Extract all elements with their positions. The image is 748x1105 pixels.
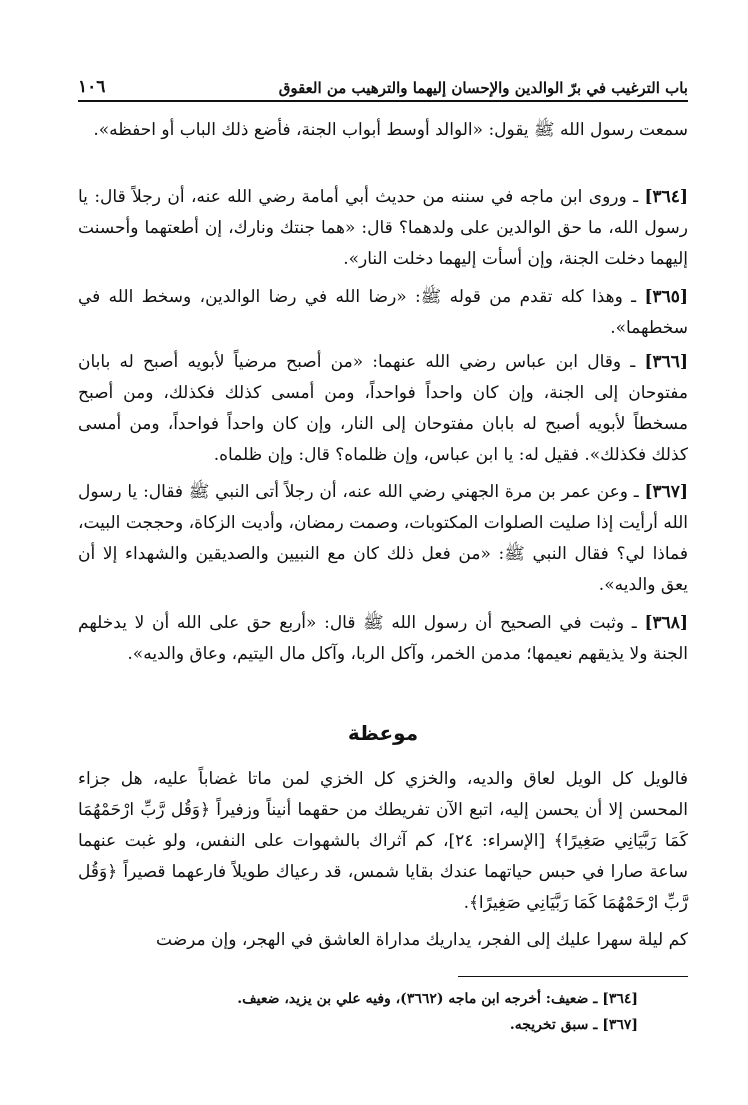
page-number: ١٠٦ [78, 77, 106, 97]
section-heading: موعظة [347, 721, 419, 745]
hadith-367 [78, 477, 688, 601]
hadith-number: [٣٦٤] [644, 187, 688, 207]
sermon-text: كم ليلة سهرا عليك إلى الفجر، يداريك مداراة العاشق في الهجر، وإن مرضت [156, 930, 688, 950]
hadith-number: [٣٦٦] [644, 352, 688, 372]
footnote-number: [٣٦٧] [602, 1017, 638, 1033]
hadith-text: ـ وثبت في الصحيح أن رسول الله ﷺ قال: «أربع حق على الله أن لا يدخلهم الجنة ولا يذيقهم نعيمها؛ مدمن الخمر، وآكل الربا، وآكل مال اليتيم، وعاق والديه». [78, 613, 688, 664]
footnote-text: ـ سبق تخريجه. [509, 1017, 603, 1033]
footnote-divider [458, 976, 688, 977]
hadith-text: ـ وقال ابن عباس رضي الله عنهما: «من أصبح مرضياً لأبويه أصبح له بابان مفتوحان إلى الجنة، وإن كان واحداً فواحداً، ومن أمسى كذلك فكذلك، ومن أصبح مسخطاً لأبويه أصبح له بابان مفتوحان إلى النار، وإن كان واحداً فواحداً، ومن أمسى كذلك فكذلك». فقيل له: يا ابن عباس، وإن ظلماه؟ قال: وإن ظلماه. [78, 352, 688, 465]
running-header [78, 72, 688, 102]
footnote-number: [٣٦٤] [602, 991, 638, 1007]
hadith-366 [78, 347, 688, 471]
paragraph-text: سمعت رسول الله ﷺ يقول: «الوالد أوسط أبواب الجنة، فأضع ذلك الباب أو احفظه». [93, 120, 688, 140]
hadith-364 [78, 182, 688, 275]
hadith-number: [٣٦٥] [644, 287, 688, 307]
sermon-paragraph [78, 764, 688, 919]
sermon-text: فالويل كل الويل لعاق والديه، والخزي كل الخزي لمن ماتا غضاباً عليه، هل جزاء المحسن إلا أن يحسن إليه، اتبع الآن تفريطك من حقهما أنيناً وزفيراً ﴿وَقُل رَّبِّ ارْحَمْهُمَا كَمَا رَبَّيَانِي صَغِيرًا﴾ [الإسراء: ٢٤]، كم آثراك بالشهوات على النفس، ولو غبت عنهما ساعة صارا في حبس حياتهما عندك بقايا شمس، قد رعياك طويلاً فارعهما قصيراً ﴿وَقُل رَّبِّ ارْحَمْهُمَا كَمَا رَبَّيَانِي صَغِيرًا﴾. [78, 769, 688, 913]
hadith-text: ـ وهذا كله تقدم من قوله ﷺ: «رضا الله في رضا الوالدين، وسخط الله في سخطهما». [78, 287, 688, 338]
hadith-368 [78, 608, 688, 670]
hadith-text: ـ وعن عمر بن مرة الجهني رضي الله عنه، أن رجلاً أتى النبي ﷺ فقال: يا رسول الله أرأيت إذا صليت الصلوات المكتوبات، وصمت رمضان، وأديت الزكاة، وحججت البيت، فماذا لي؟ فقال النبي ﷺ: «من فعل ذلك كان مع النبيين والصديقين والشهداء إلا أن يعق والديه». [78, 482, 688, 595]
chapter-title: باب الترغيب في برّ الوالدين والإحسان إليهما والترهيب من العقوق [278, 79, 688, 97]
paragraph-continuation [78, 115, 688, 146]
sermon-paragraph [78, 925, 688, 956]
footnote-367 [78, 1014, 638, 1036]
hadith-number: [٣٦٧] [644, 482, 688, 502]
footnote-364 [78, 988, 638, 1010]
hadith-number: [٣٦٨] [644, 613, 688, 633]
footnote-text: ـ ضعيف: أخرجه ابن ماجه (٣٦٦٢)، وفيه علي بن يزيد، ضعيف. [237, 991, 603, 1007]
hadith-365 [78, 282, 688, 344]
hadith-text: ـ وروى ابن ماجه في سننه من حديث أبي أمامة رضي الله عنه، أن رجلاً قال: يا رسول الله، ما حق الوالدين على ولدهما؟ قال: «هما جنتك ونارك، إن أطعتهما وأحسنت إليهما دخلت الجنة، وإن أسأت إليهما دخلت النار». [78, 187, 688, 269]
